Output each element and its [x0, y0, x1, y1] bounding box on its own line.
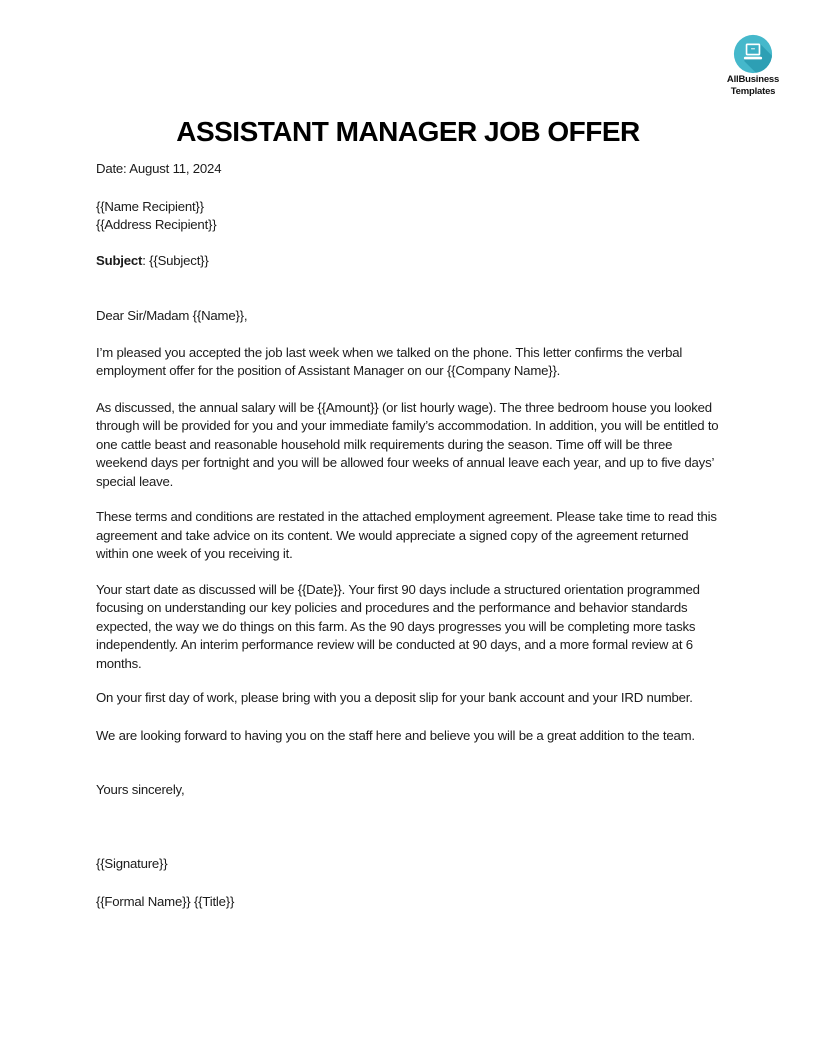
salutation: Dear Sir/Madam {{Name}},: [96, 308, 248, 323]
recipient-address-placeholder: {{Address Recipient}}: [96, 217, 217, 232]
signoff-line: {{Formal Name}} {{Title}}: [96, 894, 235, 909]
brand-name-line1: AllBusiness: [726, 74, 780, 85]
paragraph-intro: I’m pleased you accepted the job last week when we talked on the phone. This letter confirms the verbal employment offer for the position of Assistant Manager on our {{Company Name}}.: [96, 344, 683, 378]
subject-label: Subject: [96, 252, 143, 268]
recipient-name-placeholder: {{Name Recipient}}: [96, 198, 204, 214]
signature-placeholder: {{Signature}}: [96, 855, 168, 871]
date-line: Date: August 11, 2024: [96, 161, 222, 176]
brand-name-line2: Templates: [730, 85, 776, 97]
paragraph-start-date: Your start date as discussed will be {{Date}}. Your first 90 days include a structured orientation programmed focusing on understanding our key policies and procedures and the performance and behavior standards expected, the way we do things on this farm. As the 90 days progresses you will be completing more tasks independently. An interim performance review will be conducted at 90 days, and a more formal review at 6 months.: [96, 581, 700, 671]
subject-value: : {{Subject}}: [142, 252, 209, 268]
allbusiness-logo: [723, 34, 783, 97]
laptop-icon: [723, 34, 783, 74]
subject-line: [96, 252, 720, 271]
recipient-block: [96, 198, 720, 235]
closing-line: Yours sincerely,: [96, 782, 185, 797]
paragraph-welcome: We are looking forward to having you on the staff here and believe you will be a great addition to the team.: [96, 727, 695, 743]
paragraph-first-day: On your first day of work, please bring with you a deposit slip for your bank account and your IRD number.: [96, 690, 693, 705]
letter-content: [96, 0, 720, 912]
paragraph-salary-benefits: As discussed, the annual salary will be {{Amount}} (or list hourly wage). The three bedroom house you looked through will be provided for you and your immediate family’s accommodation. In addition, you will be entitled to one cattle beast and reasonable household milk requirements during the season. Time off will be three weekend days per fortnight and you will be allowed four weeks of annual leave each year, and up to five days’ special leave.: [96, 399, 719, 489]
letter-title: ASSISTANT MANAGER JOB OFFER: [176, 116, 640, 147]
paragraph-terms: These terms and conditions are restated in the attached employment agreement. Please take time to read this agreement and take advice on its content. We would appreciate a signed copy of the agreement returned within one week of you receiving it.: [96, 509, 717, 561]
